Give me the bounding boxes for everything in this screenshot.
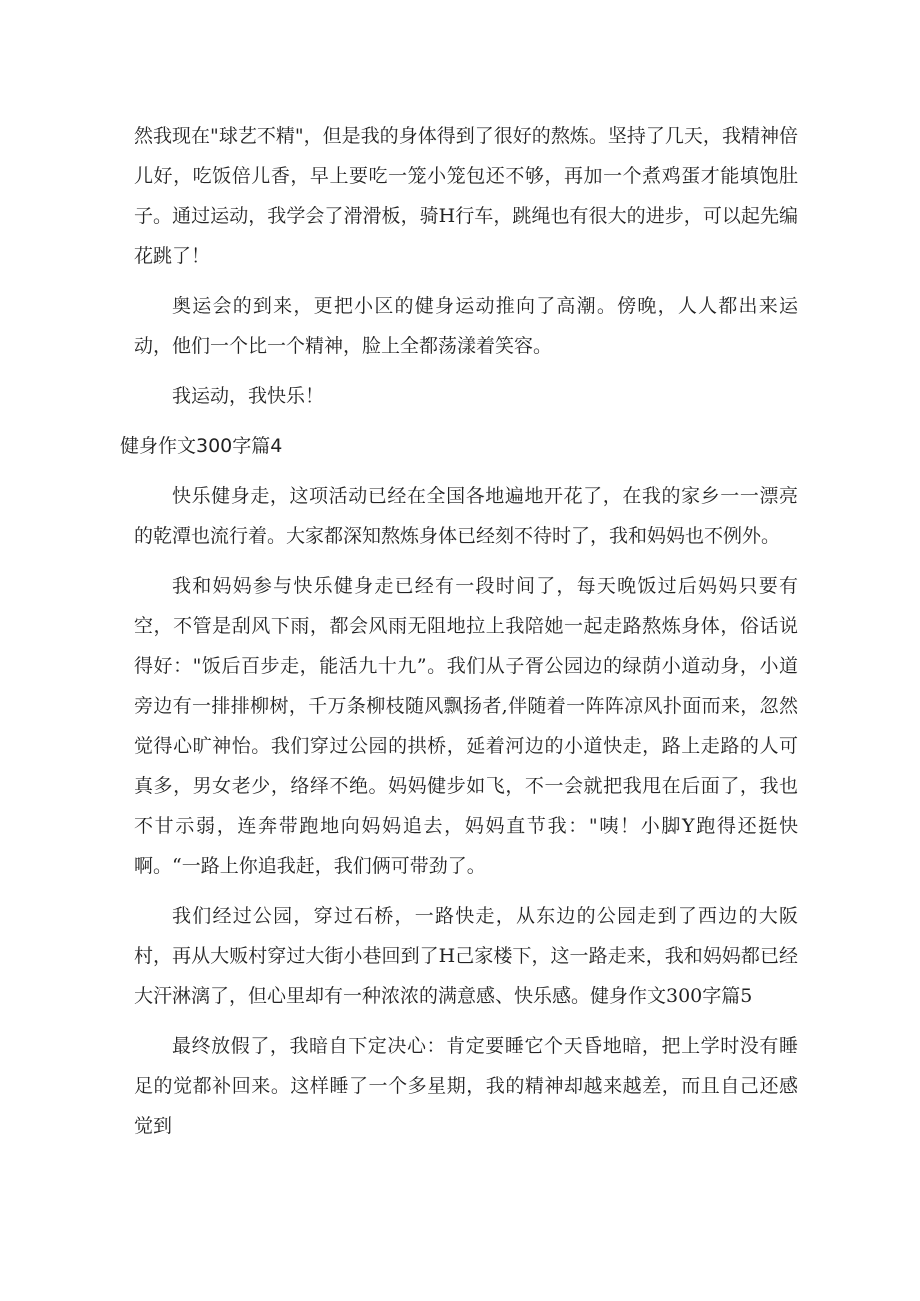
paragraph-4: 快乐健身走，这项活动已经在全国各地遍地开花了，在我的家乡一一漂亮的乾潭也流行着。大家都深知熬炼身体已经刻不待时了，我和妈妈也不例外。 [134,485,798,547]
paragraph-7: 最终放假了，我暗自下定决心：肯定要睡它个天昏地暗，把上学时没有睡足的觉都补回来。这样睡了一个多星期，我的精神却越来越差，而且自己还感觉到 [134,1035,798,1137]
document-page [120,116,798,1156]
paragraph-5: 我和妈妈参与快乐健身走已经有一段时间了，每天晚饭过后妈妈只要有空，不管是刮风下雨，都会风雨无阻地拉上我陪她一起走路熬炼身体，俗话说得好："饭后百步走，能活九十九”。我们从子胥公园边的绿荫小道动身，小道旁边有一排排柳树，千万条柳枝随风飘扬者,伴随着一阵阵凉风扑面而来，忽然觉得心旷神怡。我们穿过公园的拱桥，延着河边的小道快走，路上走路的人可真多，男女老少，络绎不绝。妈妈健步如飞，不一会就把我甩在后面了，我也不甘示弱，连奔带跑地向妈妈追去，妈妈直节我："咦！小脚Y跑得还挺快啊。“一路上你追我赶，我们俩可带劲了。 [134,575,798,877]
section-heading: 健身作文300字篇4 [120,435,283,457]
paragraph-6: 我们经过公园，穿过石桥，一路快走，从东边的公园走到了西边的大阪村，再从大贩村穿过大街小巷回到了H己家楼下，这一路走来，我和妈妈都已经大汗淋漓了，但心里却有一种浓浓的满意感、快乐感。健身作文300字篇5 [134,905,798,1007]
paragraph-3: 我运动，我快乐！ [172,385,325,407]
paragraph-2: 奥运会的到来，更把小区的健身运动推向了高潮。傍晚，人人都出来运动，他们一个比一个精神，脸上全都荡漾着笑容。 [134,295,798,357]
paragraph-1: 然我现在"球艺不精"，但是我的身体得到了很好的熬炼。坚持了几天，我精神倍儿好，吃饭倍儿香，早上要吃一笼小笼包还不够，再加一个煮鸡蛋才能填饱肚子。通过运动，我学会了滑滑板，骑H行车，跳绳也有很大的进步，可以起先编花跳了！ [134,125,798,267]
